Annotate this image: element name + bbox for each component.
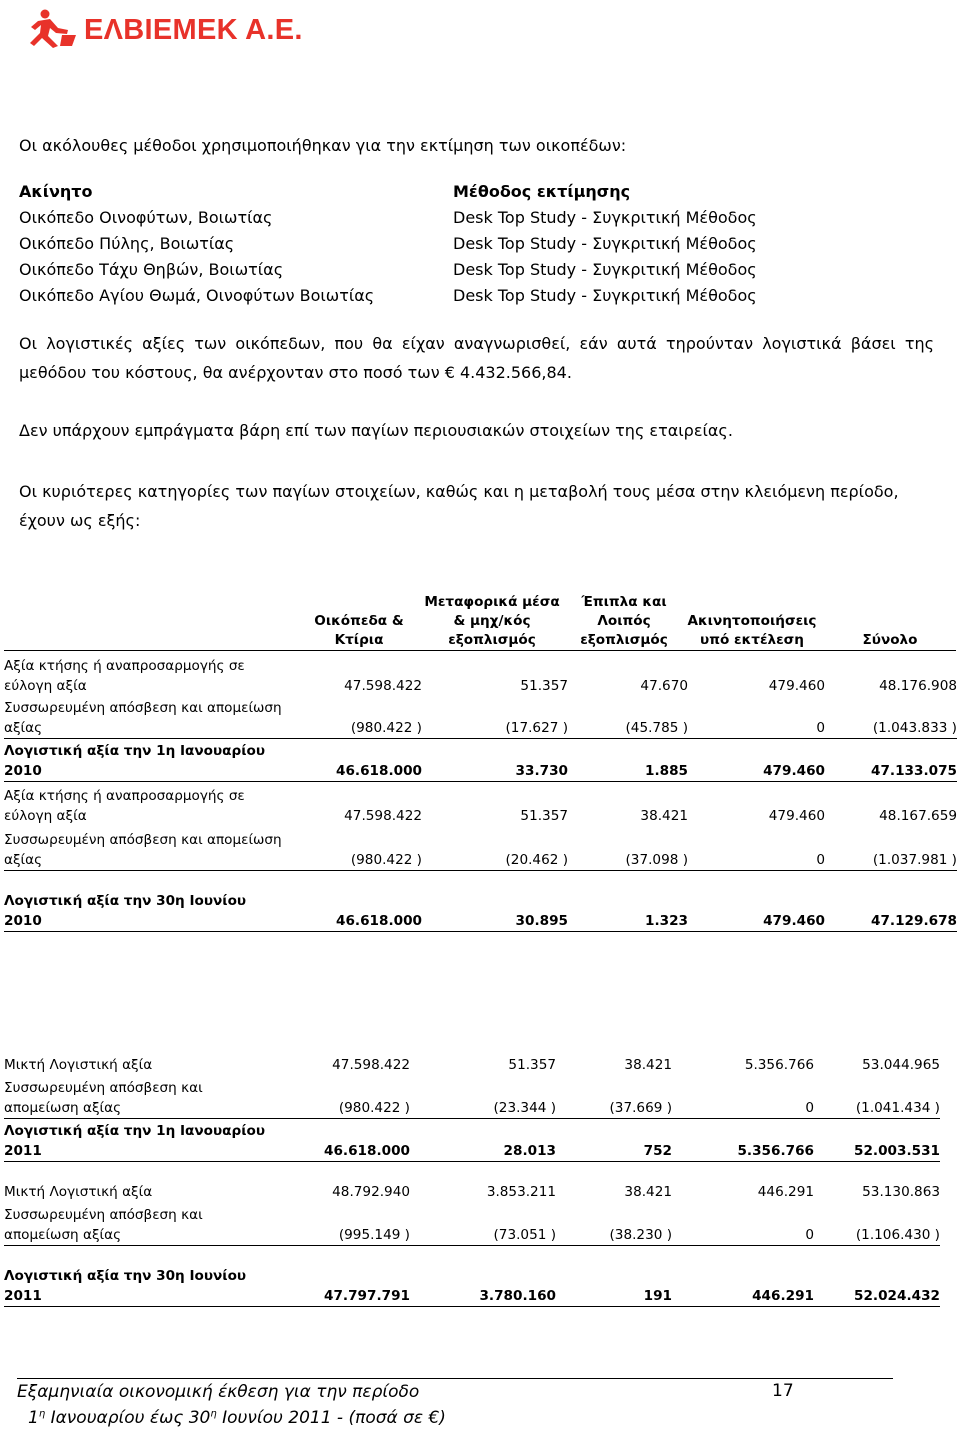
cell-furniture: 1.885 <box>645 763 688 779</box>
methods-col2-header: Μέθοδος εκτίμησης <box>453 182 631 201</box>
cell-land: 47.598.422 <box>344 678 422 694</box>
cell-construction: 0 <box>805 1227 814 1243</box>
cell-vehicles: 51.357 <box>520 808 568 824</box>
cell-total: 47.129.678 <box>871 913 957 929</box>
cell-land: (980.422 ) <box>350 720 422 736</box>
table-row <box>4 782 957 827</box>
paragraph-categories-intro: Οι κυριότερες κατηγορίες των παγίων στοιχείων, καθώς και η μεταβολή τους μέσα στην κλειόμενη περίοδο, έχουν ως εξής: <box>19 482 899 530</box>
valuation-method: Desk Top Study - Συγκριτική Μέθοδος <box>453 260 757 279</box>
cell-furniture: 191 <box>643 1288 672 1304</box>
page-number: 17 <box>772 1381 794 1401</box>
cell-furniture: 752 <box>643 1143 672 1159</box>
table-row <box>4 1055 940 1075</box>
paragraph-book-values: Οι λογιστικές αξίες των οικόπεδων, που θα είχαν αναγνωρισθεί, εάν αυτά τηρούνταν λογιστικά βάσει της μεθόδου του κόστους, θα ανέρχονταν στο ποσό των € 4.432.566,84. <box>19 334 934 382</box>
property-name: Οικόπεδο Πύλης, Βοιωτίας <box>19 234 235 253</box>
property-name: Οικόπεδο Τάχυ Θηβών, Βοιωτίας <box>19 260 284 279</box>
cell-furniture: (37.098 ) <box>625 852 688 868</box>
cell-total: (1.037.981 ) <box>872 852 957 868</box>
assets-table-2010 <box>4 656 957 932</box>
company-logo <box>28 8 303 50</box>
cell-land: 47.598.422 <box>344 808 422 824</box>
table-row-total <box>4 871 957 932</box>
property-name: Οικόπεδο Αγίου Θωμά, Οινοφύτων Βοιωτίας <box>19 286 375 305</box>
cell-total: 53.044.965 <box>862 1057 940 1073</box>
cell-vehicles: 28.013 <box>503 1143 556 1159</box>
table-row-subtotal <box>4 739 957 782</box>
logo-text: ΕΛΒΙΕΜΕΚ Α.Ε. <box>84 14 303 46</box>
footer-period-part: 1 <box>28 1408 39 1428</box>
cell-vehicles: 33.730 <box>515 763 568 779</box>
cell-vehicles: 51.357 <box>508 1057 556 1073</box>
cell-furniture: (38.230 ) <box>609 1227 672 1243</box>
cell-furniture: 47.670 <box>640 678 688 694</box>
table-row <box>4 1202 940 1246</box>
cell-construction: 479.460 <box>763 763 825 779</box>
row-label: Συσσωρευμένη απόσβεση και απομείωση αξίας <box>4 700 282 736</box>
table-row <box>4 826 957 871</box>
cell-land: 47.598.422 <box>332 1057 410 1073</box>
row-label: Αξία κτήσης ή αναπροσαρμογής σε εύλογη αξία <box>4 788 245 824</box>
cell-construction: 5.356.766 <box>737 1143 814 1159</box>
cell-total: 47.133.075 <box>871 763 957 779</box>
row-label: Λογιστική αξία την 1η Ιανουαρίου 2011 <box>4 1123 266 1159</box>
cell-construction: 479.460 <box>768 808 825 824</box>
cell-total: (1.106.430 ) <box>855 1227 940 1243</box>
table-row-total <box>4 1246 940 1307</box>
cell-construction: 479.460 <box>768 678 825 694</box>
cell-construction: 446.291 <box>757 1184 814 1200</box>
intro-text: Οι ακόλουθες μέθοδοι χρησιμοποιήθηκαν για την εκτίμηση των οικοπέδων: <box>19 136 627 155</box>
cell-furniture: (37.669 ) <box>609 1100 672 1116</box>
footer-title: Εξαμηνιαία οικονομική έκθεση για την περίοδο <box>17 1382 420 1402</box>
cell-total: 52.024.432 <box>854 1288 940 1304</box>
header-vehicles-machinery: Μεταφορικά μέσα & μηχ/κός εξοπλισμός <box>424 594 560 648</box>
cell-total: 48.167.659 <box>879 808 957 824</box>
cell-furniture: 38.421 <box>624 1184 672 1200</box>
cell-land: 48.792.940 <box>332 1184 410 1200</box>
cell-furniture: 1.323 <box>645 913 688 929</box>
cell-total: 53.130.863 <box>862 1184 940 1200</box>
paragraph-no-encumbrances: Δεν υπάρχουν εμπράγματα βάρη επί των παγίων περιουσιακών στοιχείων της εταιρείας. <box>19 421 733 440</box>
table-row <box>4 656 957 696</box>
valuation-method: Desk Top Study - Συγκριτική Μέθοδος <box>453 208 757 227</box>
cell-construction: 479.460 <box>763 913 825 929</box>
cell-vehicles: 30.895 <box>515 913 568 929</box>
header-total: Σύνολο <box>862 632 918 648</box>
cell-furniture: 38.421 <box>624 1057 672 1073</box>
cell-vehicles: (23.344 ) <box>493 1100 556 1116</box>
valuation-method: Desk Top Study - Συγκριτική Μέθοδος <box>453 234 757 253</box>
cell-furniture: (45.785 ) <box>625 720 688 736</box>
cell-land: 47.797.791 <box>324 1288 410 1304</box>
cell-vehicles: (17.627 ) <box>505 720 568 736</box>
cell-land: 46.618.000 <box>336 913 422 929</box>
footer-period-part: Ιουνίου 2011 - (ποσά σε €) <box>216 1408 446 1428</box>
logo-figure-icon <box>28 8 80 48</box>
table-row-subtotal <box>4 1119 940 1162</box>
cell-total: (1.043.833 ) <box>872 720 957 736</box>
header-construction-in-progress: Ακινητοποιήσεις υπό εκτέλεση <box>687 613 817 648</box>
assets-table-2011 <box>4 1055 940 1307</box>
cell-construction: 0 <box>805 1100 814 1116</box>
cell-land: (980.422 ) <box>350 852 422 868</box>
table-row <box>4 696 957 739</box>
cell-total: (1.041.434 ) <box>855 1100 940 1116</box>
cell-vehicles: 51.357 <box>520 678 568 694</box>
valuation-method: Desk Top Study - Συγκριτική Μέθοδος <box>453 286 757 305</box>
cell-total: 48.176.908 <box>879 678 957 694</box>
cell-vehicles: 3.853.211 <box>486 1184 556 1200</box>
cell-total: 52.003.531 <box>854 1143 940 1159</box>
row-label: Λογιστική αξία την 30η Ιουνίου 2011 <box>4 1268 247 1304</box>
cell-land: 46.618.000 <box>336 763 422 779</box>
cell-vehicles: 3.780.160 <box>479 1288 556 1304</box>
cell-construction: 446.291 <box>752 1288 814 1304</box>
cell-land: (980.422 ) <box>338 1100 410 1116</box>
cell-construction: 0 <box>816 852 825 868</box>
row-label: Συσσωρευμένη απόσβεση και απομείωση αξίας <box>4 832 282 868</box>
header-rule <box>4 650 956 651</box>
cell-vehicles: (73.051 ) <box>493 1227 556 1243</box>
footer-sup: η <box>38 1408 46 1420</box>
header-furniture-equipment: Έπιπλα και Λοιπός εξοπλισμός <box>580 594 668 648</box>
row-label: Λογιστική αξία την 1η Ιανουαρίου 2010 <box>4 743 266 779</box>
cell-land: (995.149 ) <box>338 1227 410 1243</box>
footer-rule <box>17 1378 893 1379</box>
row-label: Μικτή Λογιστική αξία <box>4 1057 153 1073</box>
table-row <box>4 1075 940 1119</box>
footer-sup: η <box>210 1408 217 1420</box>
property-name: Οικόπεδο Οινοφύτων, Βοιωτίας <box>19 208 273 227</box>
methods-col1-header: Ακίνητο <box>19 182 93 201</box>
cell-furniture: 38.421 <box>640 808 688 824</box>
header-land-buildings: Οικόπεδα & Κτίρια <box>314 613 404 648</box>
row-label: Συσσωρευμένη απόσβεση και απομείωση αξίας <box>4 1207 203 1243</box>
row-label: Συσσωρευμένη απόσβεση και απομείωση αξίας <box>4 1080 203 1116</box>
row-label: Λογιστική αξία την 30η Ιουνίου 2010 <box>4 893 247 929</box>
row-label: Μικτή Λογιστική αξία <box>4 1184 153 1200</box>
table-row <box>4 1162 940 1203</box>
row-label: Αξία κτήσης ή αναπροσαρμογής σε εύλογη αξία <box>4 658 245 694</box>
cell-vehicles: (20.462 ) <box>505 852 568 868</box>
cell-land: 46.618.000 <box>324 1143 410 1159</box>
cell-construction: 5.356.766 <box>744 1057 814 1073</box>
footer-period-part: Ιανουαρίου έως 30 <box>45 1408 211 1428</box>
footer-period <box>28 1408 446 1428</box>
cell-construction: 0 <box>816 720 825 736</box>
